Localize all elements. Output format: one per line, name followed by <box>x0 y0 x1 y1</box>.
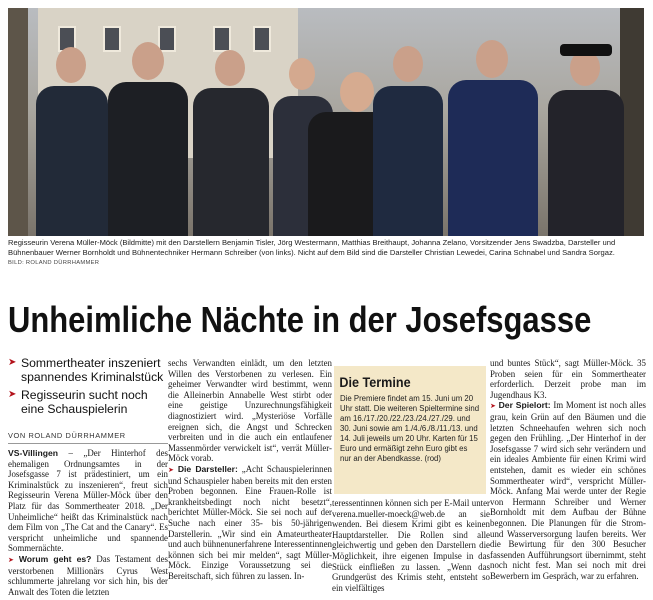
person <box>548 40 624 236</box>
tree-trunk <box>8 8 28 236</box>
person <box>448 36 538 236</box>
article-column-1 <box>8 448 168 597</box>
bullet-text: Sommertheater inszeniert spannendes Kriminalstück <box>21 356 164 384</box>
byline: VON ROLAND DÜRRHAMMER <box>8 431 168 444</box>
bullet-item <box>8 388 168 416</box>
body-text: „Acht Schauspielerinnen und Schauspieler haben bereits mit den ersten Proben begonnen. Eine Frauen-Rolle ist krankheitsbedingt noch nicht besetzt“, berichtet Müller-Möck. Sie sei noch auf der Suche nach einer 35- bis 50-jährigen Darstellerin. „Wir sind ein Amateurtheater und auch bühnenunerfahrene Interessentinnen können sich bei mir melden“, sagt Müller-Möck. Einzige Voraussetzung sei die Bereitschaft, sich führen zu lassen. In- <box>168 463 332 581</box>
arrow-icon: ➤ <box>8 357 17 368</box>
person <box>108 38 188 236</box>
photo-caption: Regisseurin Verena Müller-Möck (Bildmitte) mit den Darstellern Benjamin Tisler, Jörg Westermann, Matthias Breithaupt, Johanna Zelano, Vorsitzender Jens Swadzba, Darsteller und Bühnenbauer Werner Bornholdt und Bühnentechniker Hermann Schreiber (von links). Nicht auf dem Bild sind die Darsteller Christian Lewedei, Carina Schnabel und Sandra Sorgaz. <box>8 238 616 257</box>
intro-text: – „Der Hinterhof des ehemaligen Ordnungsamtes in der Josefsgasse 7 ist prädestiniert, um ein Kriminalstück zu inszenieren“, freut sich Regisseurin Verena Müller-Möck über den Platz für das Sommertheater 2018. „Der Unheimliche“ heißt das Kriminalstück nach dem Film von „The Cat and the Canary“. Es verspricht unheimliche und spannende Sommernächte. <box>8 448 168 554</box>
body-text: teressentinnen können sich per E-Mail unter verena.mueller-moeck@web.de an sie wenden. Bei diesem Krimi gibt es keinen Hauptdarsteller. Die Rollen sind alle gleichwertig und geben den Darstellern die Möglichkeit, ihre eigenen Impulse in das Stück einfließen zu lassen. „Wenn das Grundgerüst des Krimis steht, entsteht so ein vielfältiges <box>332 498 490 593</box>
dateline: VS-Villingen <box>8 448 58 458</box>
article-column-4 <box>490 358 646 581</box>
arrow-icon: ➤ <box>8 555 14 564</box>
arrow-icon: ➤ <box>168 465 174 474</box>
group-photo <box>8 8 644 236</box>
body-text: sechs Verwandten einlädt, um den letzten Willen des Verstorbenen zu verlesen. Ein geheimer Verwandter wird bestimmt, wenn die Alleinerbin Annabelle West stirbt oder eine geistige Unzurechnungsfähigkeit diagnostiziert wird. „Mysteriöse Vorfälle ereignen sich, die Angst und Schrecken verbreiten und in die auch ein entlaufener Massenmörder verwickelt ist“, verrät Müller-Möck vorab. <box>168 358 332 464</box>
subheading: Der Spielort: <box>498 400 551 411</box>
person <box>36 41 108 236</box>
photo-credit: BILD: ROLAND DÜRRHAMMER <box>8 260 100 266</box>
person <box>373 40 443 236</box>
arrow-icon: ➤ <box>8 389 17 400</box>
bullet-item <box>8 356 168 384</box>
body-text: Das Testament des verstorbenen Millionärs Cyrus West schlummerte jahrelang vor sich hin, bis der Anwalt des Toten die letzten <box>8 553 169 597</box>
termine-title: Die Termine <box>339 374 411 390</box>
arrow-icon: ➤ <box>490 402 496 411</box>
subheading: Worum geht es? <box>18 553 92 564</box>
person <box>193 44 269 236</box>
termine-box <box>334 366 486 494</box>
bullet-text: Regisseurin sucht noch eine Schauspielerin <box>21 388 148 416</box>
body-text: und buntes Stück“, sagt Müller-Möck. 35 Proben seien für ein Sommertheater erforderlich. Derzeit probe man im Jugendhaus K3. <box>490 358 646 400</box>
headline: Unheimliche Nächte in der Josefsgasse <box>8 299 592 340</box>
termine-text: Die Premiere findet am 15. Juni um 20 Uhr statt. Die weiteren Spieltermine sind am 16./17./20./22./23./24./27./29. und 30. Juni sowie am 1./4./6./8./11./13. und 14. Juli jeweils um 20 Uhr. Karten für 15 Euro und ermäßigt zehn Euro gibt es nur an der Abendkasse. (rod) <box>340 394 480 463</box>
article-column-3 <box>332 498 490 593</box>
teaser-bullets <box>8 356 168 420</box>
article-column-2 <box>168 358 332 581</box>
body-text: Im Moment ist noch alles grau, kein Grün auf den Bäumen und die letzten Schneehaufen wehren sich noch gegen den Frühling. „Der Hinterhof in der Josefsgasse 7 wird sich sehr verändern und ein ideales Ambiente für einen Krimi wird entstehen, damit es wieder ein schönes Sommertheater wird“, verspricht Müller-Möck. Anfang Mai werde unter der Regie von Hermann Schreiber und Werner Bornholdt mit dem Aufbau der Bühne begonnen. Die Planungen für die Strom- und Wasserversorgung laufen bereits. Wer die Bewirtung für den 300 Besucher fassenden Aufführungsort übernimmt, steht noch nicht fest. Man sei noch mit drei Bewerbern im Gespräch, war zu erfahren. <box>490 400 646 581</box>
subheading: Die Darsteller: <box>177 463 238 474</box>
